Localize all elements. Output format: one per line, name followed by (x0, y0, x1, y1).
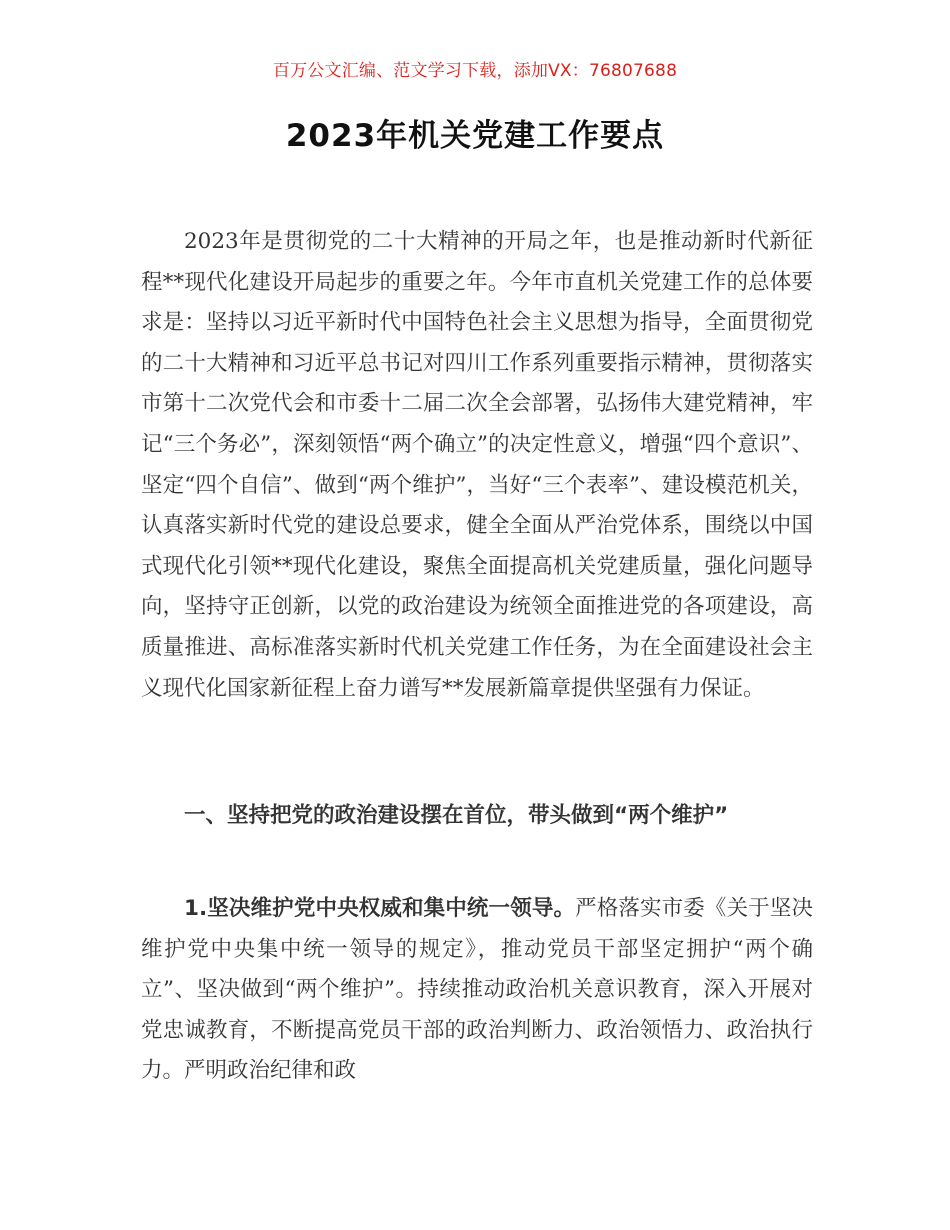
item1-text: 严格落实市委《关于坚决维护党中央集中统一领导的规定》，推动党员干部坚定拥护“两个确立”、坚决做到“两个维护”。持续推动政治机关意识教育，深入开展对党忠诚教育，不断提高党员干部的政治判断力、政治领悟力、政治执行力。严明政治纪律和政 (141, 896, 813, 1084)
intro-paragraph: 2023年是贯彻党的二十大精神的开局之年，也是推动新时代新征程**现代化建设开局起步的重要之年。今年市直机关党建工作的总体要求是：坚持以习近平新时代中国特色社会主义思想为指导，全面贯彻党的二十大精神和习近平总书记对四川工作系列重要指示精神，贯彻落实市第十二次党代会和市委十二届二次全会部署，弘扬伟大建党精神，牢记“三个务必”，深刻领悟“两个确立”的决定性意义，增强“四个意识”、坚定“四个自信”、做到“两个维护”，当好“三个表率”、建设模范机关，认真落实新时代党的建设总要求，健全全面从严治党体系，围绕以中国式现代化引领**现代化建设，聚焦全面提高机关党建质量，强化问题导向，坚持守正创新，以党的政治建设为统领全面推进党的各项建设，高质量推进、高标准落实新时代机关党建工作任务，为在全面建设社会主义现代化国家新征程上奋力谱写**发展新篇章提供坚强有力保证。 (141, 229, 813, 701)
document-title: 2023年机关党建工作要点 (285, 118, 665, 154)
item1-lead: 1.坚决维护党中央权威和集中统一领导。 (184, 896, 576, 921)
section1-item1-paragraph (141, 889, 813, 1092)
header-note: 百万公文汇编、范文学习下载，添加VX：76807688 (272, 61, 678, 81)
section-heading-1: 一、坚持把党的政治建设摆在首位，带头做到“两个维护” (184, 803, 729, 828)
